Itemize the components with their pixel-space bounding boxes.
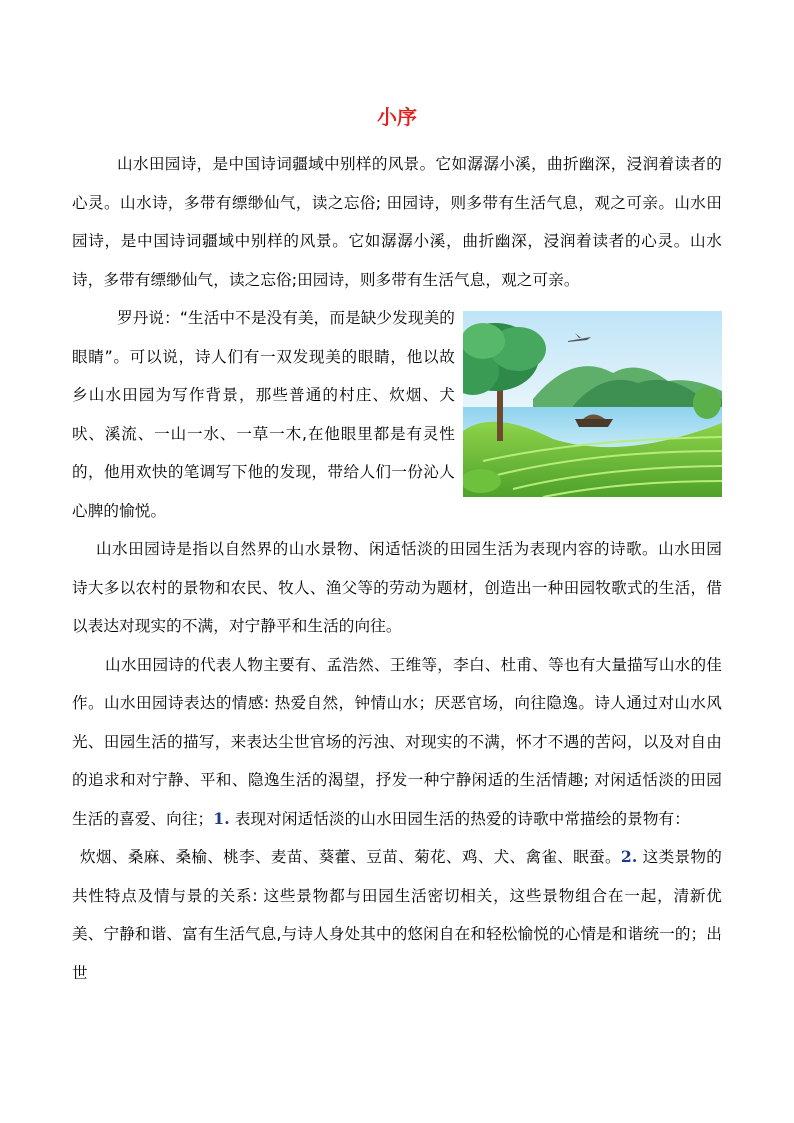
- image-text-block: [72, 299, 722, 530]
- representatives-paragraph: [72, 646, 722, 839]
- scenery-paragraph: [72, 838, 722, 992]
- list-number-2: 2.: [620, 847, 638, 866]
- intro-paragraph: 山水田园诗，是中国诗词疆域中别样的风景。它如潺潺小溪，曲折幽深，浸润着读者的心灵。山水诗，多带有缥缈仙气，读之忘俗; 田园诗，则多带有生活气息，观之可亲。山水田园诗，是中国诗词疆域中别样的风景。它如潺潺小溪，曲折幽深，浸润着读者的心灵。山水诗，多带有缥缈仙气，读之忘俗;田园诗，则多带有生活气息，观之可亲。: [72, 155, 722, 289]
- list-number-1: 1.: [213, 808, 230, 828]
- document-page: [72, 95, 722, 992]
- scenery-intro-text: 表现对闲适恬淡的山水田园生活的热爱的诗歌中常描绘的景物有：: [229, 809, 690, 828]
- scenery-list-text: 炊烟、桑麻、桑榆、桃李、麦苗、葵藿、豆苗、菊花、鸡、犬、禽雀、眠蚕。: [80, 848, 621, 866]
- landscape-photo: [463, 311, 722, 497]
- definition-paragraph: 山水田园诗是指以自然界的山水景物、闲适恬淡的田园生活为表现内容的诗歌。山水田园诗大多以农村的景物和农民、牧人、渔父等的劳动为题材，创造出一种田园牧歌式的生活，借以表达对现实的不满，对宁静平和生活的向往。: [72, 540, 722, 635]
- representatives-text: 山水田园诗的代表人物主要有、孟浩然、王维等，李白、杜甫、等也有大量描写山水的佳作。山水田园诗表达的情感: 热爱自然，钟情山水；厌恶官场，向往隐逸。诗人通过对山水风光、田园生活的描写，来表达尘世官场的污浊、对现实的不满，怀才不遇的苦闷，以及对自由的追求和对宁静、平和、隐逸生活的渴望，抒发一种宁静闲适的生活情趣; 对闲适恬淡的田园生活的喜爱、向往；: [72, 655, 722, 828]
- rodin-quote-paragraph: 罗丹说：“生活中不是没有美，而是缺少发现美的眼睛”。可以说，诗人们有一双发现美的眼睛，他以故乡山水田园为写作背景，那些普通的村庄、炊烟、犬吠、溪流、一山一水、一草一木,在他眼里都是有灵性的，他用欢快的笔调写下他的发现，带给人们一份沁人心脾的愉悦。: [72, 309, 455, 520]
- relation-text: 这类景物的共性特点及情与景的关系: 这些景物都与田园生活密切相关，这些景物组合在一起，清新优美、宁静和谐、富有生活气息,与诗人身处其中的悠闲自在和轻松愉悦的心情是和谐统一的；出世: [72, 848, 722, 982]
- page-title: 小序: [377, 105, 417, 129]
